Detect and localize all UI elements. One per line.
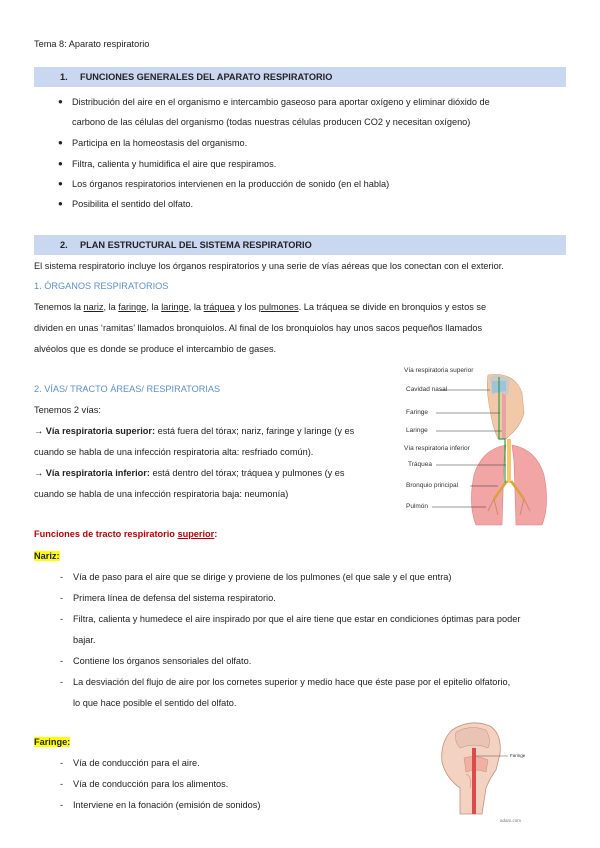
nariz-item-3-cont: bajar. bbox=[73, 635, 96, 645]
fig1-pulmon: Pulmón bbox=[406, 503, 429, 510]
vias-intro: Tenemos 2 vías: bbox=[34, 405, 101, 415]
dash-icon: - bbox=[60, 614, 64, 624]
section1-number: 1. bbox=[60, 72, 68, 82]
s1-bullet-2: Participa en la homeostasis del organismo. bbox=[72, 138, 248, 148]
via-inferior-line2: cuando se habla de una infección respiratoria baja: neumonía) bbox=[34, 489, 289, 499]
funciones-title: Funciones de tracto respiratorio superior: bbox=[34, 529, 218, 539]
dash-icon: - bbox=[60, 572, 64, 582]
nariz-item-3: Filtra, calienta y humedece el aire inspirado por que el aire tiene que estar en condiciones óptimas para poder bbox=[73, 614, 521, 624]
fig1-cavidad: Cavidad nasal bbox=[406, 386, 448, 393]
nariz-item-2: Primera línea de defensa del sistema respiratorio. bbox=[73, 593, 276, 603]
section2-header bbox=[34, 235, 566, 255]
pharynx-illustration bbox=[430, 718, 535, 826]
dash-icon: - bbox=[60, 758, 64, 768]
fig1-laringe: Laringe bbox=[406, 427, 428, 434]
pharynx-figure bbox=[430, 718, 535, 826]
doc-title: Tema 8: Aparato respiratorio bbox=[34, 39, 150, 49]
fig2-faringe-label: Faringe bbox=[510, 753, 526, 758]
section2-number: 2. bbox=[60, 240, 68, 250]
bullet-icon: ● bbox=[58, 179, 63, 188]
organ-nariz: nariz bbox=[83, 302, 104, 312]
dash-icon: - bbox=[60, 779, 64, 789]
bullet-icon: ● bbox=[58, 159, 63, 168]
faringe-item-1: Vía de conducción para el aire. bbox=[73, 758, 200, 768]
s2-sub2-title: 2. VÍAS/ TRACTO ÁREAS/ RESPIRATORIAS bbox=[34, 384, 221, 394]
organs-paragraph-line3: alvéolos que es donde se produce el intercambio de gases. bbox=[34, 344, 277, 354]
respiratory-tract-figure bbox=[402, 365, 562, 530]
fig2-credit: adam.com bbox=[500, 818, 522, 823]
fig1-faringe: Faringe bbox=[406, 409, 429, 416]
via-superior-line1: → Vía respiratoria superior: está fuera del tórax; nariz, faringe y laringe (y es bbox=[34, 426, 355, 436]
nariz-item-5: La desviación del flujo de aire por los cornetes superior y medio hace que éste pase por el epitelio olfatorio, bbox=[73, 677, 511, 687]
fig1-title-sup: Vía respiratoria superior bbox=[404, 367, 474, 374]
s2-intro: El sistema respiratorio incluye los órganos respiratorios y una serie de vías aéreas que los conectan con el exterior. bbox=[34, 261, 504, 271]
organs-paragraph-line1: Tenemos la nariz, la faringe, la laringe, la tráquea y los pulmones. La tráquea se divide en bronquios y estos se bbox=[34, 302, 487, 312]
via-superior-line2: cuando se habla de una infección respiratoria alta: resfriado común). bbox=[34, 447, 314, 457]
organ-traquea: tráquea bbox=[203, 302, 235, 312]
organs-paragraph-line2: dividen en unas ‘ramitas’ llamados bronquiolos. Al final de los bronquiolos hay unos sacos pequeños llamados bbox=[34, 323, 483, 333]
s1-bullet-1: Distribución del aire en el organismo e intercambio gaseoso para aportar oxígeno y eliminar dióxido de bbox=[72, 97, 490, 107]
section1-title: FUNCIONES GENERALES DEL APARATO RESPIRATORIO bbox=[80, 72, 333, 82]
s1-bullet-1-cont: carbono de las células del organismo (todas nuestras células producen CO2 y necesitan oxígeno) bbox=[72, 117, 471, 127]
organ-faringe: faringe bbox=[118, 302, 147, 312]
fig1-title-inf: Vía respiratoria inferior bbox=[404, 445, 470, 452]
bullet-icon: ● bbox=[58, 138, 63, 147]
faringe-heading: Faringe: bbox=[34, 737, 71, 747]
nariz-item-5-cont: lo que hace posible el sentido del olfato. bbox=[73, 698, 237, 708]
faringe-item-3: Interviene en la fonación (emisión de sonidos) bbox=[73, 800, 261, 810]
s2-sub1-title: 1. ÓRGANOS RESPIRATORIOS bbox=[34, 281, 169, 291]
dash-icon: - bbox=[60, 800, 64, 810]
arrow-icon: → bbox=[34, 426, 44, 436]
arrow-icon: → bbox=[34, 468, 44, 478]
nariz-heading: Nariz: bbox=[34, 551, 60, 561]
organ-pulmones: pulmones bbox=[258, 302, 299, 312]
bullet-icon: ● bbox=[58, 97, 63, 106]
s1-bullet-4: Los órganos respiratorios intervienen en la producción de sonido (en el habla) bbox=[72, 179, 390, 189]
via-inferior-line1: → Vía respiratoria inferior: está dentro del tórax; tráquea y pulmones (y es bbox=[34, 468, 345, 478]
dash-icon: - bbox=[60, 593, 64, 603]
s1-bullet-5: Posibilita el sentido del olfato. bbox=[72, 199, 194, 209]
section1-header bbox=[34, 67, 566, 87]
section2-title: PLAN ESTRUCTURAL DEL SISTEMA RESPIRATORIO bbox=[80, 240, 312, 250]
fig1-traquea: Tráquea bbox=[408, 461, 432, 468]
fig1-bronquio: Bronquio principal bbox=[406, 482, 459, 489]
s1-bullet-3: Filtra, calienta y humidifica el aire que respiramos. bbox=[72, 159, 277, 169]
bullet-icon: ● bbox=[58, 199, 63, 208]
nariz-item-4: Contiene los órganos sensoriales del olfato. bbox=[73, 656, 252, 666]
organ-laringe: laringe bbox=[161, 302, 189, 312]
dash-icon: - bbox=[60, 677, 64, 687]
faringe-item-2: Vía de conducción para los alimentos. bbox=[73, 779, 229, 789]
nariz-item-1: Vía de paso para el aire que se dirige y proviene de los pulmones (el que sale y el que entra) bbox=[73, 572, 452, 582]
dash-icon: - bbox=[60, 656, 64, 666]
